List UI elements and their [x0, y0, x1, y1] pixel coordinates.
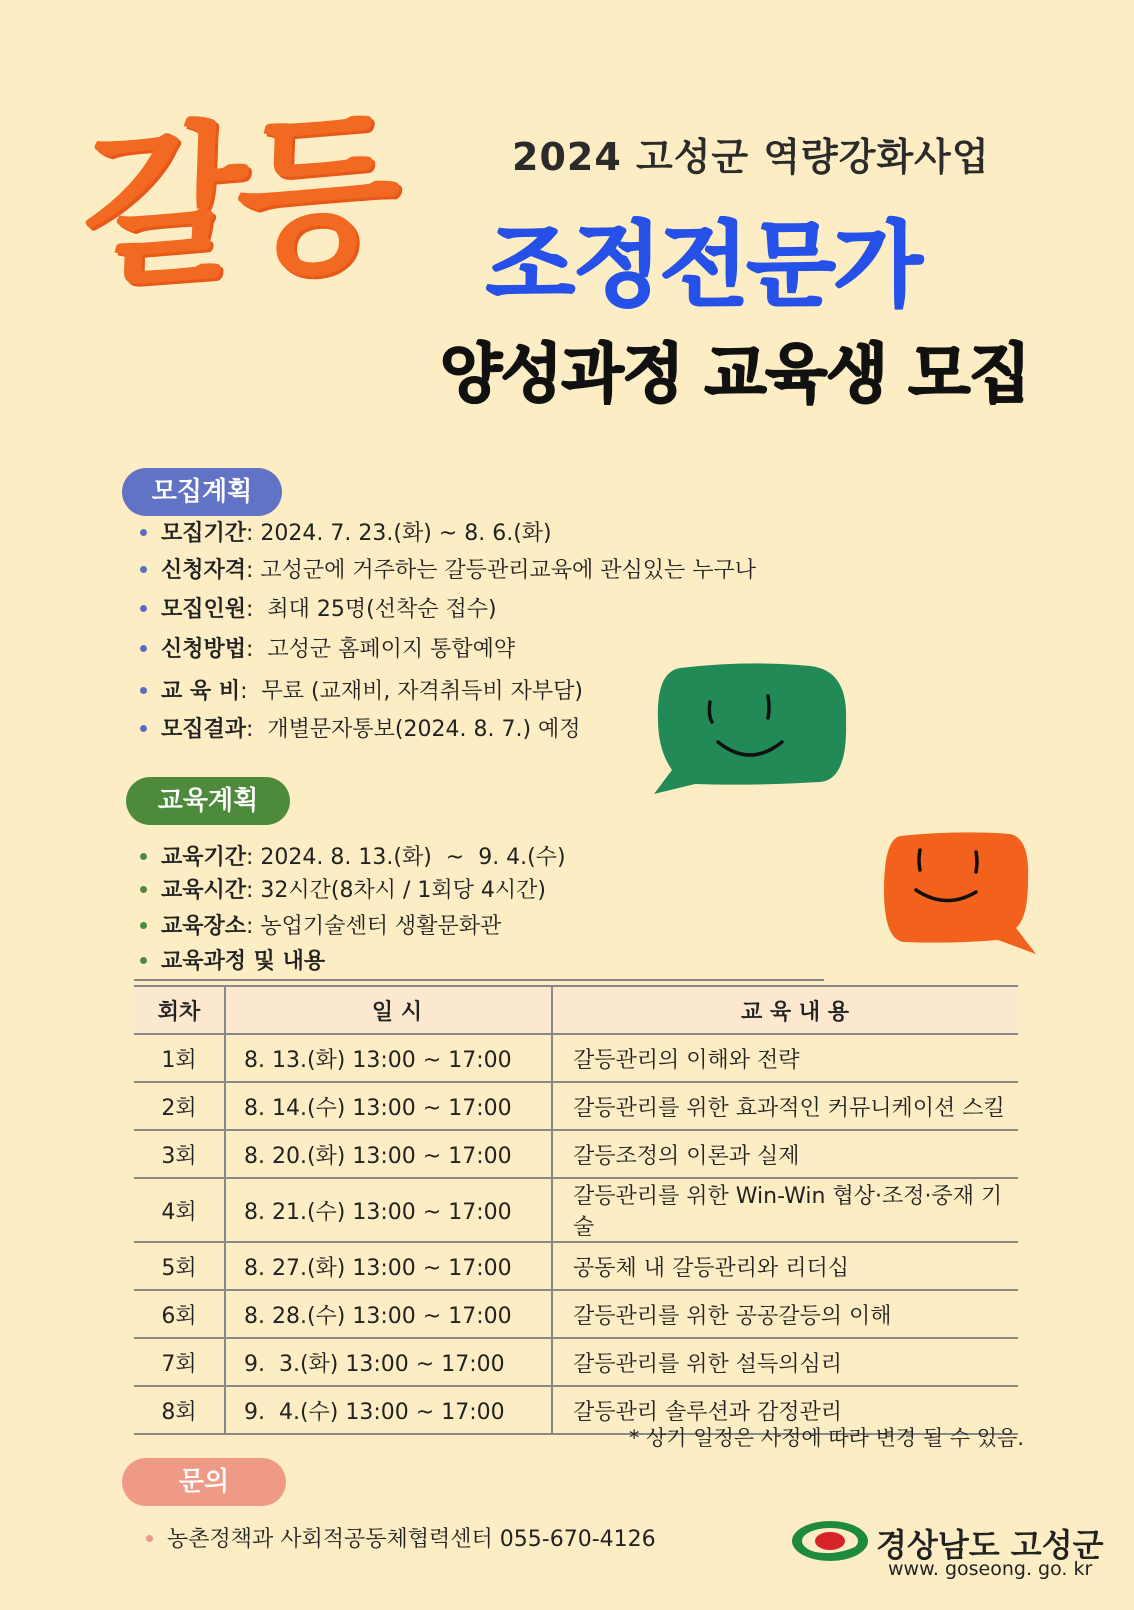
green-smile-bubble-icon — [650, 660, 850, 820]
education-item-label: 교육과정 및 내용 — [161, 949, 326, 974]
content-cell: 갈등관리를 위한 설득의심리 — [552, 1338, 1018, 1386]
recruit-item-value: 무료 (교재비, 자격취득비 자부담) — [247, 679, 583, 704]
education-item-value: 2024. 8. 13.(화) ~ 9. 4.(수) — [253, 845, 566, 870]
recruit-item — [140, 674, 583, 705]
table-header-row — [134, 986, 1018, 1034]
schedule-note: * 상기 일정은 사정에 따라 변경 될 수 있음. — [628, 1426, 1024, 1450]
session-cell: 7회 — [134, 1338, 225, 1386]
education-item-label: 교육시간 — [161, 878, 247, 903]
table-row — [134, 1130, 1018, 1178]
recruit-item-value: 2024. 7. 23.(화) ~ 8. 6.(화) — [253, 521, 552, 546]
education-item — [140, 909, 501, 940]
session-cell: 5회 — [134, 1242, 225, 1290]
bullet-icon — [140, 725, 147, 732]
education-item-label: 교육기간 — [161, 845, 247, 870]
content-cell: 갈등관리 솔루션과 감정관리 — [552, 1386, 1018, 1434]
content-cell: 갈등관리를 위한 효과적인 커뮤니케이션 스킬 — [552, 1082, 1018, 1130]
session-cell: 3회 — [134, 1130, 225, 1178]
education-item — [140, 873, 546, 904]
event-subtitle: 2024 고성군 역량강화사업 — [512, 135, 990, 179]
bullet-icon — [140, 529, 147, 536]
table-row — [134, 1290, 1018, 1338]
education-item-value: 32시간(8차시 / 1회당 4시간) — [253, 878, 546, 903]
bullet-icon — [146, 1535, 153, 1542]
bullet-icon — [140, 645, 147, 652]
recruit-item — [140, 553, 756, 584]
datetime-cell: 8. 27.(화) 13:00 ~ 17:00 — [225, 1242, 552, 1290]
datetime-cell: 8. 13.(화) 13:00 ~ 17:00 — [225, 1034, 552, 1082]
recruit-item-label: 모집결과 — [161, 717, 247, 742]
bullet-icon — [140, 922, 147, 929]
recruit-item — [140, 592, 497, 623]
table-row — [134, 1242, 1018, 1290]
education-item-label: 교육장소 — [161, 914, 247, 939]
contact-heading: 문의 — [122, 1458, 286, 1506]
recruit-item-sep: : — [240, 679, 248, 704]
recruit-item — [140, 632, 515, 663]
header-datetime: 일 시 — [225, 986, 552, 1034]
bullet-icon — [140, 605, 147, 612]
datetime-cell: 9. 4.(수) 13:00 ~ 17:00 — [225, 1386, 552, 1434]
org-name: 경상남도 고성군 — [876, 1526, 1104, 1564]
bullet-icon — [140, 687, 147, 694]
content-cell: 갈등관리를 위한 Win-Win 협상·조정·중재 기술 — [552, 1178, 1018, 1242]
datetime-cell: 8. 21.(수) 13:00 ~ 17:00 — [225, 1178, 552, 1242]
recruit-item-label: 신청자격 — [161, 558, 247, 583]
education-heading: 교육계획 — [126, 777, 290, 825]
contact-info — [146, 1522, 656, 1553]
bullet-icon — [140, 853, 147, 860]
recruit-item-value: 개별문자통보(2024. 8. 7.) 예정 — [253, 717, 581, 742]
table-row — [134, 1082, 1018, 1130]
recruit-item-sep: : — [246, 637, 254, 662]
orange-smile-bubble-icon — [880, 830, 1040, 960]
recruit-item-value: 고성군 홈페이지 통합예약 — [253, 637, 516, 662]
title-orange: 갈등 — [78, 92, 394, 314]
recruit-heading: 모집계획 — [122, 468, 282, 516]
recruit-item-sep: : — [246, 597, 254, 622]
recruit-item-value: 최대 25명(선착순 접수) — [253, 597, 497, 622]
table-top-divider — [134, 979, 824, 981]
education-item — [140, 840, 566, 871]
session-cell: 2회 — [134, 1082, 225, 1130]
recruit-item-label: 신청방법 — [161, 637, 247, 662]
education-item-sep: : — [246, 845, 254, 870]
content-cell: 공동체 내 갈등관리와 리더십 — [552, 1242, 1018, 1290]
bullet-icon — [140, 957, 147, 964]
recruit-item-sep: : — [246, 521, 254, 546]
header-session: 회차 — [134, 986, 225, 1034]
bullet-icon — [140, 566, 147, 573]
schedule-table — [134, 985, 1018, 1435]
education-item-sep: : — [246, 914, 254, 939]
content-cell: 갈등조정의 이론과 실제 — [552, 1130, 1018, 1178]
content-cell: 갈등관리를 위한 공공갈등의 이해 — [552, 1290, 1018, 1338]
title-black: 양성과정 교육생 모집 — [440, 338, 1030, 412]
content-cell: 갈등관리의 이해와 전략 — [552, 1034, 1018, 1082]
recruit-item-label: 모집인원 — [161, 597, 247, 622]
table-row — [134, 1034, 1018, 1082]
goseong-logo-icon — [790, 1518, 870, 1564]
session-cell: 8회 — [134, 1386, 225, 1434]
recruit-item — [140, 712, 581, 743]
recruit-item-sep: : — [246, 558, 254, 583]
recruit-item-label: 모집기간 — [161, 521, 247, 546]
education-item — [140, 944, 325, 975]
datetime-cell: 8. 28.(수) 13:00 ~ 17:00 — [225, 1290, 552, 1338]
org-url[interactable]: www. goseong. go. kr — [888, 1558, 1093, 1580]
datetime-cell: 9. 3.(화) 13:00 ~ 17:00 — [225, 1338, 552, 1386]
contact-text: 농촌정책과 사회적공동체협력센터 055-670-4126 — [167, 1527, 656, 1552]
recruit-item-sep: : — [246, 717, 254, 742]
education-item-sep: : — [246, 878, 254, 903]
table-row — [134, 1178, 1018, 1242]
datetime-cell: 8. 14.(수) 13:00 ~ 17:00 — [225, 1082, 552, 1130]
recruit-item-value: 고성군에 거주하는 갈등관리교육에 관심있는 누구나 — [253, 558, 756, 583]
recruit-item-label: 교 육 비 — [161, 679, 241, 704]
session-cell: 6회 — [134, 1290, 225, 1338]
datetime-cell: 8. 20.(화) 13:00 ~ 17:00 — [225, 1130, 552, 1178]
session-cell: 1회 — [134, 1034, 225, 1082]
header-content: 교 육 내 용 — [552, 986, 1018, 1034]
table-row — [134, 1338, 1018, 1386]
education-item-value: 농업기술센터 생활문화관 — [253, 914, 502, 939]
session-cell: 4회 — [134, 1178, 225, 1242]
title-blue: 조정전문가 — [486, 212, 921, 319]
bullet-icon — [140, 886, 147, 893]
recruit-item — [140, 516, 552, 547]
